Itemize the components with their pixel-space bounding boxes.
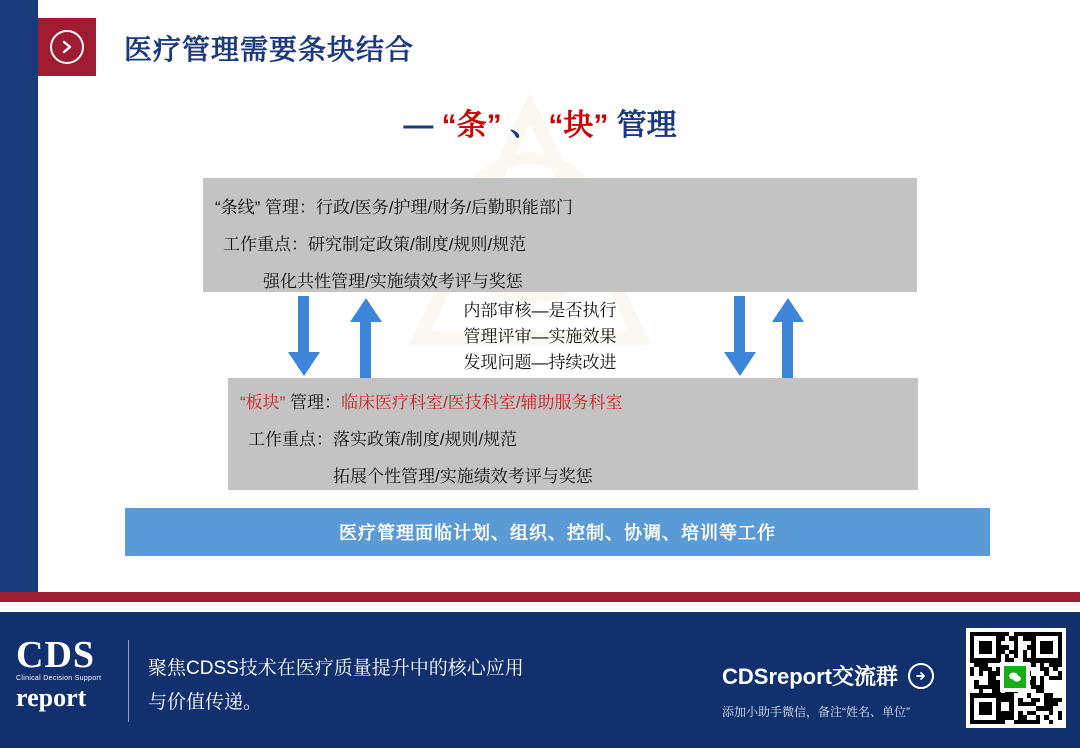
arrow-up-left-icon (348, 296, 384, 378)
arrow-down-right-icon (722, 296, 758, 378)
summary-banner-text: 医疗管理面临计划、组织、控制、协调、培训等工作 (339, 523, 776, 543)
wechat-icon (1004, 666, 1026, 688)
white-gap (0, 602, 1080, 612)
arrow-right-icon[interactable] (908, 663, 934, 689)
footer-description-line-1: 聚焦CDSS技术在医疗质量提升中的核心应用 (148, 658, 524, 679)
brand-logo-tagline: Clinical Decision Support (16, 675, 102, 682)
headline-part3: 管理 (616, 109, 677, 142)
top-box-line-1: “条线” 管理：行政/医务/护理/财务/后勤职能部门 (215, 198, 573, 217)
bottom-box-line-2: 工作重点：落实政策/制度/规则/规范 (248, 430, 518, 449)
brand-logo (16, 636, 121, 726)
headline (0, 100, 1080, 144)
headline-dash: — (403, 109, 434, 142)
bottom-box-line-1 (240, 388, 623, 413)
footer-description-line-2: 与价值传递。 (148, 692, 263, 713)
red-separator-band (0, 592, 1080, 602)
top-box-line-3: 强化共性管理/实施绩效考评与奖惩 (263, 272, 523, 291)
headline-part2: “块” (548, 109, 609, 142)
brand-logo-main: CDS (16, 634, 96, 676)
title-badge (38, 18, 96, 76)
footer-description (148, 652, 524, 720)
middle-note-3: 发现问题—持续改进 (463, 353, 617, 372)
bottom-box-line-1-black: 管理： (285, 393, 342, 412)
chevron-right-icon (50, 30, 84, 64)
page-title: 医疗管理需要条块结合 (124, 34, 415, 65)
footer-bar (0, 612, 1080, 748)
middle-note-1: 内部审核—是否执行 (463, 301, 617, 320)
footer-cta-subtitle: 添加小助手微信，备注“姓名、单位” (722, 705, 910, 719)
bottom-box-line-1-red2: 临床医疗科室/医技科室/辅助服务科室 (341, 393, 623, 412)
top-gray-box (203, 178, 917, 292)
top-box-line-2: 工作重点：研究制定政策/制度/规则/规范 (223, 235, 527, 254)
middle-note-2: 管理评审—实施效果 (463, 327, 617, 346)
qr-code-center-logo (1000, 662, 1030, 692)
headline-separator: 、 (510, 109, 540, 142)
middle-notes (0, 298, 1080, 376)
brand-logo-sub: report (16, 683, 87, 712)
slide-body (38, 0, 1080, 592)
footer-cta-title: CDSreport交流群 (722, 664, 899, 689)
headline-part1: “条” (441, 109, 502, 142)
bottom-box-line-3: 拓展个性管理/实施绩效考评与奖惩 (333, 467, 593, 486)
footer-cta[interactable] (722, 660, 934, 720)
bottom-box-line-1-red1: “板块” (240, 393, 286, 412)
summary-banner (125, 508, 990, 556)
arrow-up-right-icon (770, 296, 806, 378)
bottom-gray-box (228, 378, 918, 490)
footer-divider (128, 640, 129, 722)
arrow-down-left-icon (286, 296, 322, 378)
